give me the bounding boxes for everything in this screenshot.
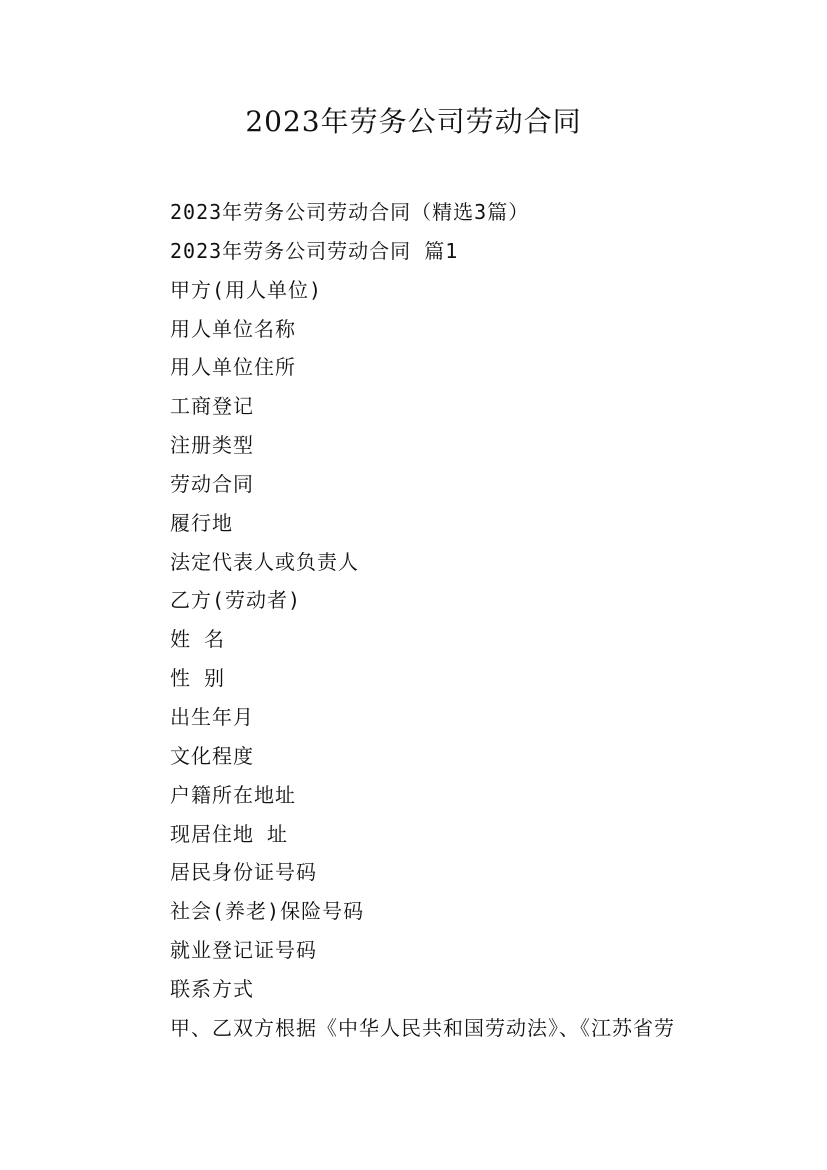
- document-body: [170, 193, 770, 1048]
- id-number-label: 居民身份证号码: [170, 860, 317, 885]
- name-label: 姓 名: [170, 627, 226, 652]
- subtitle-line: 2023年劳务公司劳动合同（精选3篇）: [170, 200, 530, 224]
- employment-registration-label: 就业登记证号码: [170, 938, 317, 963]
- business-registration-label: 工商登记: [170, 394, 254, 419]
- birth-date-label: 出生年月: [170, 704, 254, 729]
- contact-label: 联系方式: [170, 976, 254, 1001]
- employer-name-label: 用人单位名称: [170, 316, 296, 341]
- employer-address-label: 用人单位住所: [170, 355, 296, 380]
- education-label: 文化程度: [170, 743, 254, 768]
- household-address-label: 户籍所在地址: [170, 782, 296, 807]
- party-a-label: 甲方(用人单位): [170, 277, 323, 302]
- performance-place-label: 履行地: [170, 510, 233, 535]
- gender-label: 性 别: [170, 666, 226, 691]
- registration-type-label: 注册类型: [170, 433, 254, 458]
- current-address-label: 现居住地 址: [170, 821, 289, 846]
- document-title: 2023年劳务公司劳动合同: [245, 105, 582, 138]
- section-heading: 2023年劳务公司劳动合同 篇1: [170, 238, 459, 263]
- party-b-label: 乙方(劳动者): [170, 588, 302, 613]
- agreement-paragraph: 甲、乙双方根据《中华人民共和国劳动法》、《江苏省劳: [170, 1015, 675, 1040]
- legal-representative-label: 法定代表人或负责人: [170, 549, 359, 574]
- social-insurance-label: 社会(养老)保险号码: [170, 899, 365, 924]
- labor-contract-label: 劳动合同: [170, 471, 254, 496]
